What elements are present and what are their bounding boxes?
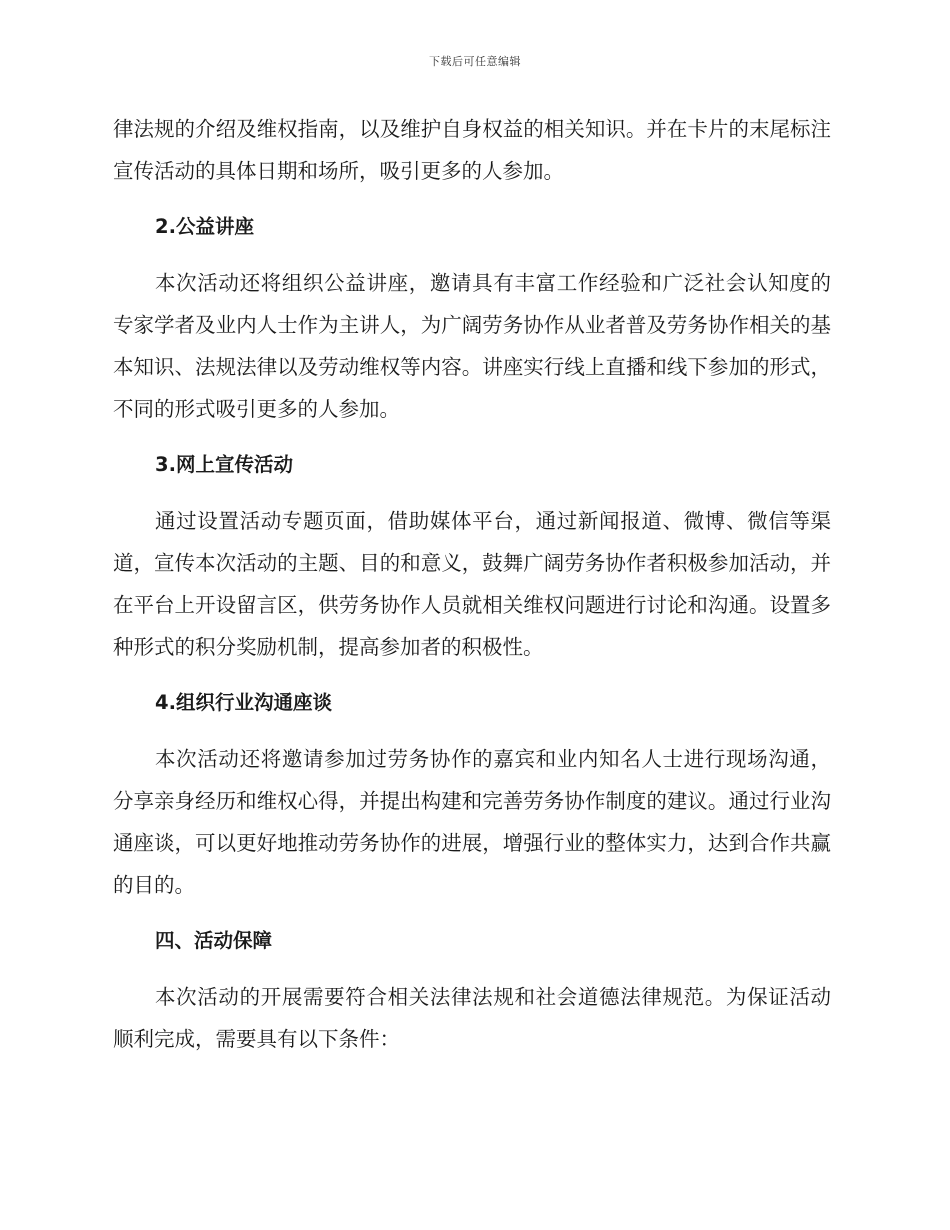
paragraph-public-lecture: 本次活动还将组织公益讲座，邀请具有丰富工作经验和广泛社会认知度的专家学者及业内人士作为主讲人，为广阔劳务协作从业者普及劳务协作相关的基本知识、法规法律以及劳动维权等内容。讲座实行线上直播和线下参加的形式，不同的形式吸引更多的人参加。 xyxy=(113,271,831,421)
paragraph-industry-forum: 本次活动还将邀请参加过劳务协作的嘉宾和业内知名人士进行现场沟通，分享亲身经历和维权心得，并提出构建和完善劳务协作制度的建议。通过行业沟通座谈，可以更好地推动劳务协作的进展，增强行业的整体实力，达到合作共赢的目的。 xyxy=(113,747,831,897)
paragraph-online-campaign: 通过设置活动专题页面，借助媒体平台，通过新闻报道、微博、微信等渠道，宣传本次活动的主题、目的和意义，鼓舞广阔劳务协作者积极参加活动，并在平台上开设留言区，供劳务协作人员就相关维权问题进行讨论和沟通。设置多种形式的积分奖励机制，提高参加者的积极性。 xyxy=(113,509,831,659)
heading-industry-forum: 4.组织行业沟通座谈 xyxy=(155,691,332,714)
heading-activity-guarantee: 四、活动保障 xyxy=(155,929,273,952)
paragraph-intro: 律法规的介绍及维权指南，以及维护自身权益的相关知识。并在卡片的末尾标注宣传活动的具体日期和场所，吸引更多的人参加。 xyxy=(113,117,831,183)
paragraph-activity-guarantee: 本次活动的开展需要符合相关法律法规和社会道德法律规范。为保证活动顺利完成，需要具有以下条件： xyxy=(113,985,831,1051)
header-note: 下载后可任意编辑 xyxy=(429,55,521,68)
document-body xyxy=(113,108,831,1074)
heading-public-lecture: 2.公益讲座 xyxy=(155,215,254,238)
heading-online-campaign: 3.网上宣传活动 xyxy=(155,453,293,476)
